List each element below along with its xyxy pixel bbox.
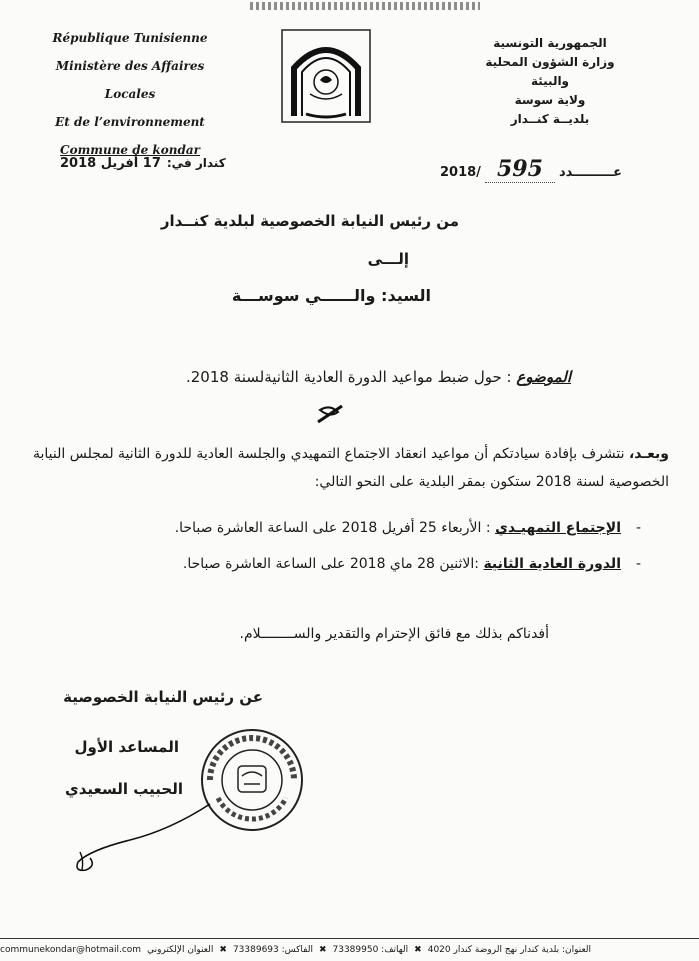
footer-phone: الهاتف: 73389950 [332,945,409,955]
body-paragraph [29,440,669,496]
reference-year: 2018/ [440,165,481,180]
reference-number-value: 595 [485,156,555,183]
footer-separator-icon: ✖ [318,945,327,955]
item-text: :الاثنين 28 ماي 2018 على الساعة العاشرة صباحا. [182,556,479,572]
header-ar-commune: بلديــة كنــدار [510,112,590,126]
closing-line: أفدناكم بذلك مع فائق الإحترام والتقدير والســــــــلام. [239,626,549,642]
footer-address: العنوان: بلدية كندار نهج الروضة كندار 4020 [427,945,592,955]
item-preparatory-meeting [174,520,641,536]
body-text: نتشرف بإفادة سيادتكم أن مواعيد انعقاد الاجتماع التمهيدي والجلسة العادية للدورة الثانية لمجلس النيابة الخصوصية لسنة 2018 ستكون بمقر البلدية على النحو التالي: [33,446,669,490]
subject-line [186,368,571,386]
pen-icon [316,402,344,424]
reference-number [440,156,622,183]
signature-role: المساعد الأول [74,738,179,756]
footer-contact [0,938,699,961]
item-dash: - [635,520,641,536]
subject-text: : حول ضبط مواعيد الدورة العادية الثانيةلسنة 2018. [185,368,512,386]
item-text: : الأربعاء 25 أفريل 2018 على الساعة العاشرة صباحا. [174,520,491,536]
header-fr-commune: Commune de kondar [60,143,200,157]
body-lead: وبعـد، [628,446,669,462]
header-fr-environment: Et de l’environnement [55,115,205,129]
subject-label: الموضوع [516,368,571,386]
signature-name: الحبيب السعيدي [65,780,183,798]
header-fr-ministry: Ministère des Affaires Locales [55,59,205,101]
header-fr-country: République Tunisienne [52,31,208,45]
reference-date [60,156,226,171]
reference-place-label: كندار في: [166,156,226,170]
handwritten-signature [60,800,260,880]
item-ordinary-session [182,556,641,572]
header-arabic [465,34,635,129]
footer-fax: الفاكس: 73389693 [232,945,313,955]
sender: من رئيس النيابة الخصوصية لبلدية كنــدار [160,212,459,230]
footer-separator-icon: ✖ [219,945,227,955]
municipality-logo [280,28,372,124]
to-label: إلـــى [367,250,409,268]
item-dash: - [635,556,641,572]
item-label: الدورة العادية الثانية [483,556,621,572]
item-label: الإجتماع التمهيـدي [495,520,621,536]
scan-artifact [250,2,480,10]
reference-number-label: عـــــــــدد [558,165,622,180]
footer-email: communekondar@hotmail.com [0,945,142,955]
header-ar-governorate: ولاية سوسة [514,93,586,107]
header-french [40,24,220,164]
footer-separator-icon: ✖ [414,945,422,955]
header-ar-country: الجمهورية التونسية [493,36,607,50]
recipient: السيد: والــــــي سوســـة [231,286,431,305]
header-ar-ministry: وزارة الشؤون المحلية والبيئة [485,55,615,88]
footer-email-label: العنوان الإلكتروني [147,945,214,955]
reference-date-value: 17 أفريل 2018 [60,156,161,171]
signature-title: عن رئيس النيابة الخصوصية [63,688,263,706]
